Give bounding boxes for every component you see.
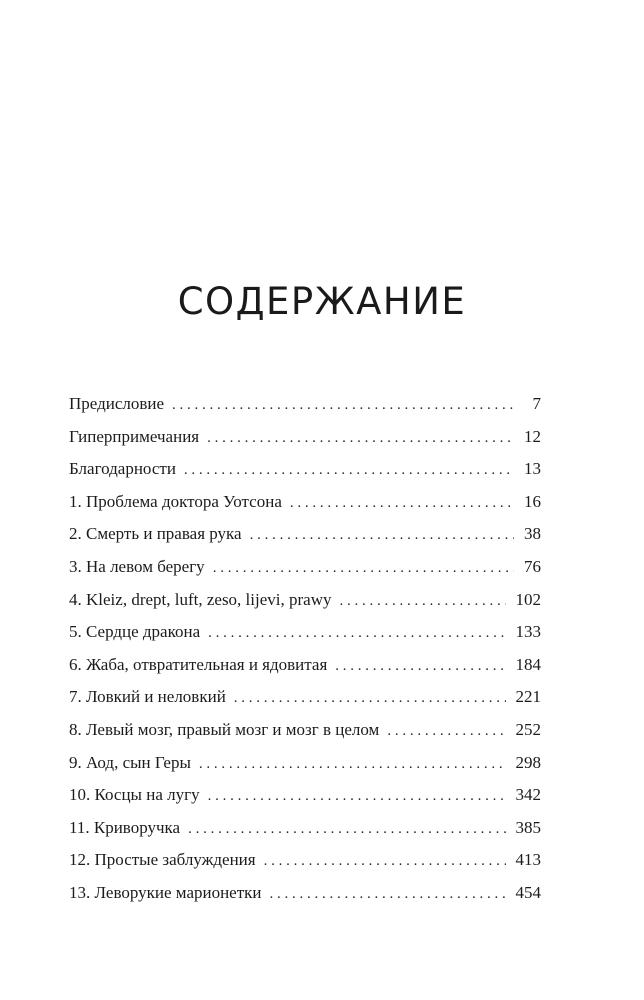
toc-page-number: 13: [524, 459, 541, 479]
dot-leader: [339, 593, 505, 610]
table-of-contents: [69, 394, 541, 916]
toc-entry-title: 9. Аод, сын Геры: [69, 752, 191, 772]
toc-page-number: 16: [524, 491, 541, 511]
toc-page-number: 133: [515, 622, 541, 642]
toc-page-number: 252: [515, 719, 541, 739]
toc-page-number: 385: [515, 817, 541, 837]
dot-leader: [208, 788, 506, 805]
toc-page-number: 221: [515, 687, 541, 707]
toc-entry-title: Предисловие: [69, 394, 165, 413]
toc-page-number: 454: [515, 882, 541, 902]
toc-entry: [69, 883, 541, 916]
dot-leader: [290, 495, 514, 512]
toc-entry-title: Гиперпримечания: [69, 426, 200, 446]
toc-entry: [69, 557, 541, 590]
toc-entry: [69, 720, 541, 753]
toc-entry: [69, 850, 541, 883]
toc-entry-title: 3. На левом берегу: [69, 556, 205, 576]
toc-page-number: 298: [515, 752, 541, 772]
toc-page-number: 76: [524, 556, 541, 576]
toc-entry: [69, 492, 541, 525]
toc-page-number: 102: [515, 589, 541, 609]
dot-leader: [387, 723, 505, 740]
toc-entry: [69, 524, 541, 557]
toc-entry: [69, 590, 541, 623]
toc-page-number: 413: [515, 850, 541, 870]
dot-leader: [184, 462, 514, 479]
dot-leader: [199, 756, 506, 773]
toc-entry-title: 1. Проблема доктора Уотсона: [69, 491, 282, 511]
toc-entry-title: 4. Kleiz, drept, luft, zeso, lijevi, prawy: [69, 589, 332, 609]
toc-entry: [69, 427, 541, 460]
page-title: СОДЕРЖАНИЕ: [177, 280, 467, 323]
toc-entry-title: 12. Простые заблуждения: [69, 850, 256, 870]
dot-leader: [264, 853, 506, 870]
dot-leader: [270, 886, 506, 903]
toc-page-number: 184: [515, 654, 541, 674]
toc-entry: [69, 785, 541, 818]
toc-entry: [69, 687, 541, 720]
toc-entry-title: 6. Жаба, отвратительная и ядовитая: [69, 654, 328, 674]
toc-page-number: 38: [524, 524, 541, 544]
toc-entry-title: 7. Ловкий и неловкий: [69, 687, 226, 707]
dot-leader: [207, 430, 514, 447]
toc-page-number: 12: [524, 426, 541, 446]
toc-entry: [69, 394, 541, 427]
dot-leader: [234, 690, 506, 707]
dot-leader: [208, 625, 505, 642]
toc-page-number: 342: [515, 785, 541, 805]
toc-page-number: 7: [532, 394, 541, 413]
toc-entry: [69, 622, 541, 655]
toc-entry: [69, 818, 541, 851]
dot-leader: [188, 821, 505, 838]
dot-leader: [213, 560, 514, 577]
toc-entry: [69, 459, 541, 492]
dot-leader: [250, 527, 514, 544]
toc-entry-title: 13. Леворукие марионетки: [69, 882, 262, 902]
toc-entry-title: Благодарности: [69, 459, 176, 479]
toc-entry-title: 5. Сердце дракона: [69, 622, 201, 642]
toc-entry-title: 10. Косцы на лугу: [69, 785, 200, 805]
dot-leader: [335, 658, 505, 675]
toc-entry-title: 2. Смерть и правая рука: [69, 524, 242, 544]
toc-entry: [69, 655, 541, 688]
dot-leader: [172, 397, 515, 414]
toc-entry-title: 11. Криворучка: [69, 817, 181, 837]
toc-entry: [69, 753, 541, 786]
toc-entry-title: 8. Левый мозг, правый мозг и мозг в целом: [69, 719, 380, 739]
